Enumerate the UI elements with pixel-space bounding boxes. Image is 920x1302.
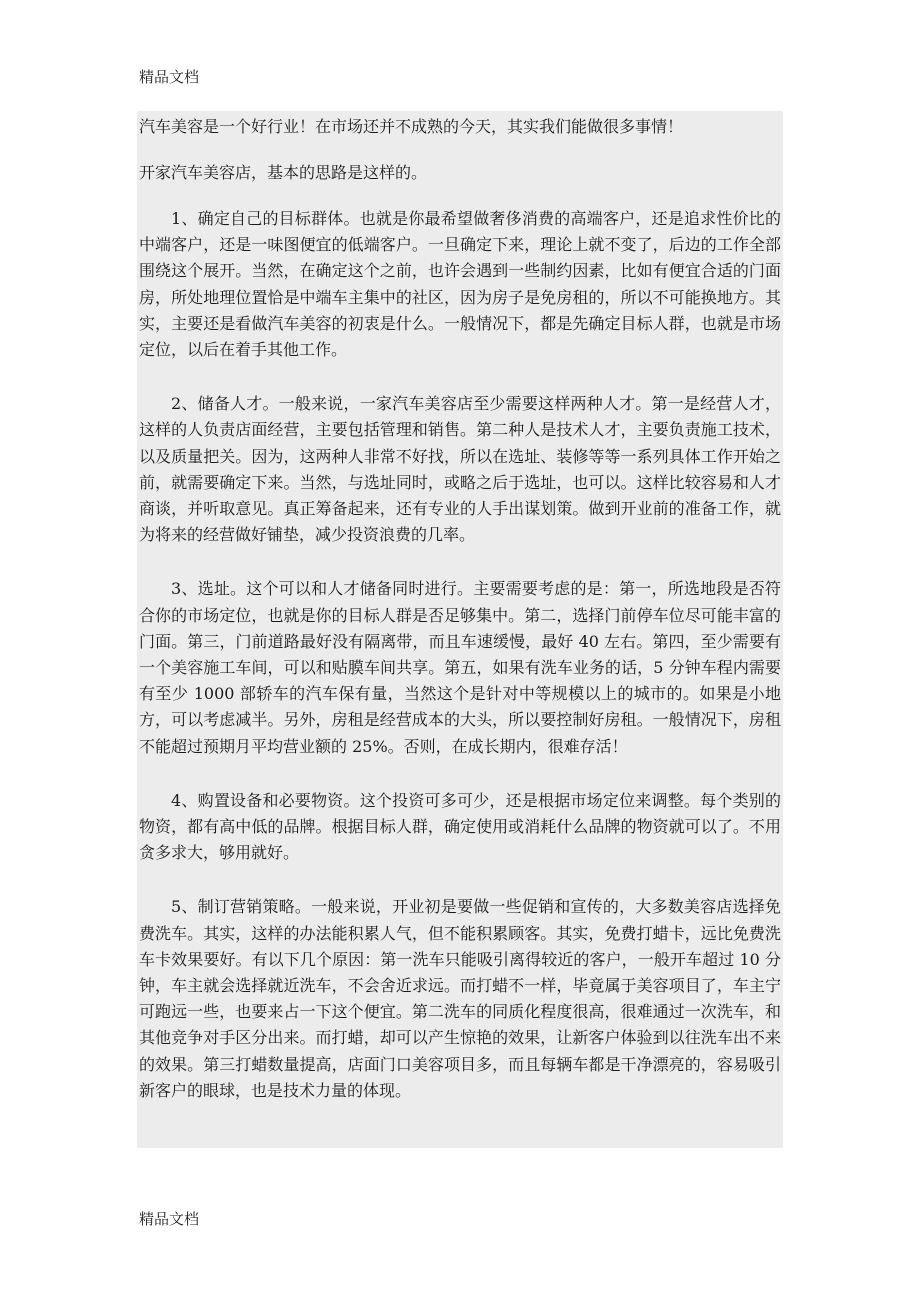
intro-line-2: 开家汽车美容店，基本的思路是这样的。 bbox=[139, 163, 428, 182]
spacer bbox=[139, 140, 781, 160]
spacer bbox=[139, 186, 781, 206]
document-body bbox=[137, 111, 783, 1148]
paragraph-2: 2、储备人才。一般来说，一家汽车美容店至少需要这样两种人才。第一是经营人才，这样的人负责店面经营，主要包括管理和销售。第二种人是技术人才，主要负责施工技术，以及质量把关。因为，这两种人非常不好找，所以在选址、装修等等一系列具体工作开始之前，就需要确定下来。当然，与选址同时，或略之后于选址，也可以。这样比较容易和人才商谈，并听取意见。真正筹备起来，还有专业的人手出谋划策。做到开业前的准备工作，就为将来的经营做好铺垫，减少投资浪费的几率。 bbox=[139, 394, 781, 545]
intro-line-1: 汽车美容是一个好行业！在市场还并不成熟的今天，其实我们能做很多事情！ bbox=[139, 117, 684, 136]
page-footer-label: 精品文档 bbox=[139, 1210, 200, 1228]
paragraph-5: 5、制订营销策略。一般来说，开业初是要做一些促销和宣传的，大多数美容店选择免费洗车。其实，这样的办法能积累人气，但不能积累顾客。其实，免费打蜡卡，远比免费洗车卡效果要好。有以下几个原因：第一洗车只能吸引离得较近的客户，一般开车超过 10 分钟，车主就会选择就近洗车，不会舍近求远。而打蜡不一样，毕竟属于美容项目了，车主宁可跑远一些，也要来占一下这个便宜。第二洗车的同质化程度很高，很难通过一次洗车，和其他竞争对手区分出来。而打蜡，却可以产生惊艳的效果，让新客户体验到以往洗车出不来的效果。第三打蜡数量提高，店面门口美容项目多，而且每辆车都是干净漂亮的，容易吸引新客户的眼球，也是技术力量的体现。 bbox=[139, 897, 781, 1100]
spacer bbox=[139, 363, 781, 391]
paragraph-3: 3、选址。这个可以和人才储备同时进行。主要需要考虑的是：第一，所选地段是否符合你的市场定位，也就是你的目标人群是否足够集中。第二，选择门前停车位尽可能丰富的门面。第三，门前道路最好没有隔离带，而且车速缓慢，最好 40 左右。第四，至少需要有一个美容施工车间，可以和贴膜车间共享。第五，如果有洗车业务的话，5 分钟车程内需要有至少 1000 部轿车的汽车保有量，当然这个是针对中等规模以上的城市的。如果是小地方，可以考虑减半。另外，房租是经营成本的大头，所以要控制好房租。一般情况下，房租不能超过预期月平均营业额的 25%。否则，在成长期内，很难存活！ bbox=[139, 579, 781, 756]
paragraph-1: 1、确定自己的目标群体。也就是你最希望做奢侈消费的高端客户，还是追求性价比的中端客户，还是一味图便宜的低端客户。一旦确定下来，理论上就不变了，后边的工作全部围绕这个展开。当然，在确定这个之前，也许会遇到一些制约因素，比如有便宜合适的门面房，所处地理位置恰是中端车主集中的社区，因为房子是免房租的，所以不可能换地方。其实，主要还是看做汽车美容的初衷是什么。一般情况下，都是先确定目标人群，也就是市场定位，以后在着手其他工作。 bbox=[139, 209, 781, 360]
page-header-label: 精品文档 bbox=[139, 68, 200, 86]
spacer bbox=[139, 760, 781, 788]
spacer bbox=[139, 866, 781, 894]
paragraph-4: 4、购置设备和必要物资。这个投资可多可少，还是根据市场定位来调整。每个类别的物资，都有高中低的品牌。根据目标人群，确定使用或消耗什么品牌的物资就可以了。不用贪多求大，够用就好。 bbox=[139, 790, 781, 863]
spacer bbox=[139, 548, 781, 576]
